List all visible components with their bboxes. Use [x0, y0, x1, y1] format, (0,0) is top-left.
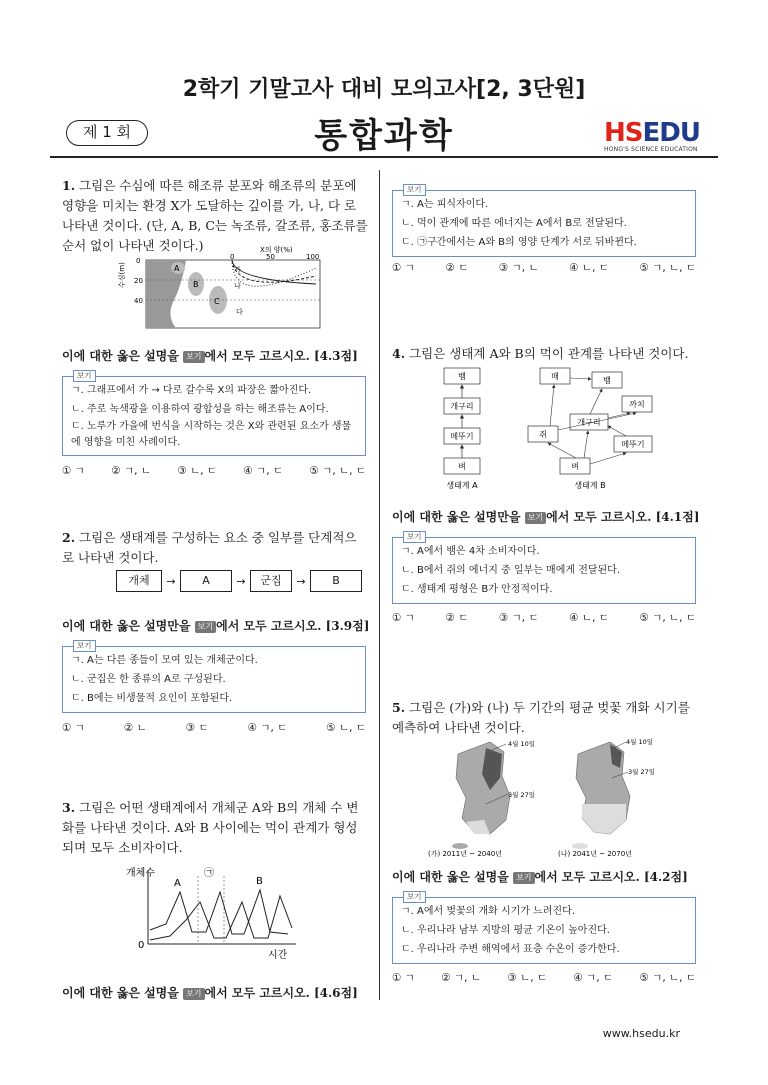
- q5-text: 5. 그림은 (가)와 (나) 두 기간의 평균 벚꽃 개화 시기를 예측하여 나타낸 것이다.: [392, 700, 690, 735]
- q3-figure: [120, 862, 300, 962]
- exam-title: 2학기 기말고사 대비 모의고사[2, 3단원]: [182, 77, 586, 102]
- question-3: [62, 798, 368, 858]
- q1-x-tick-2: 100: [306, 253, 320, 261]
- q3-ask: 이에 대한 옳은 설명을 보기 에서 모두 고르시오. [4.6점]: [62, 986, 358, 1000]
- q1-choice-4[interactable]: ④ ㄱ, ㄷ: [243, 465, 284, 477]
- question-4: [392, 344, 702, 364]
- map-b-label-1: 4월 10일: [626, 738, 654, 746]
- q5-bogi-box: 보기 ㄱ. A에서 벚꽃의 개화 시기가 느려진다. ㄴ. 우리나라 남부 지방의 평균 기온이 높아진다. ㄷ. 우리나라 주변 해역에서 표층 수온이 증가한다.: [392, 897, 696, 964]
- q4-figure: [430, 364, 670, 492]
- web-b-label-6: 메뚜기: [621, 440, 645, 449]
- q1-x-tick-1: 50: [266, 253, 275, 261]
- q1-choice-1[interactable]: ① ㄱ: [62, 465, 85, 477]
- q1-y-tick-0: 0: [136, 257, 141, 265]
- q2-bogi-1: ㄱ. A는 다른 종들이 모여 있는 개체군이다.: [71, 655, 258, 666]
- q2-bogi-box: 보기 ㄱ. A는 다른 종들이 모여 있는 개체군이다. ㄴ. 군집은 한 종류의 A로 구성된다. ㄷ. B에는 비생물적 요인이 포함된다.: [62, 646, 366, 713]
- q5-ask: 이에 대한 옳은 설명을 보기 에서 모두 고르시오. [4.2점]: [392, 870, 688, 884]
- arrow-right-icon: →: [296, 574, 306, 588]
- q3-label-b: B: [256, 876, 263, 887]
- q5-choice-4[interactable]: ④ ㄱ, ㄷ: [573, 972, 614, 984]
- q1-y-tick-1: 20: [134, 277, 143, 285]
- question-2: [62, 528, 368, 568]
- logo-edu: EDU: [642, 118, 700, 148]
- q1-x-tick-0: 0: [230, 253, 235, 261]
- q1-bogi-box: 보기 ㄱ. 그래프에서 가 → 다로 갈수록 X의 파장은 짧아진다. ㄴ. 주로 녹색광을 이용하여 광합성을 하는 해조류는 A이다. ㄷ. 노루가 가을에 번식을 시작하는 것은 X와 관련된 요소가 생물에 영향을 미친 사례이다.: [62, 376, 366, 456]
- q3-choice-4[interactable]: ④ ㄴ, ㄷ: [569, 262, 609, 274]
- q3-y-title: 개체수: [126, 868, 155, 879]
- flow-box-4: B: [310, 570, 362, 592]
- q1-label-da: 다: [236, 308, 243, 316]
- q5-choices: [392, 970, 696, 985]
- q2-choice-5[interactable]: ⑤ ㄴ, ㄷ: [326, 722, 366, 734]
- q5-choice-1[interactable]: ① ㄱ: [392, 972, 415, 984]
- q1-text: 1. 그림은 수심에 따른 해조류 분포와 해조류의 분포에 영향을 미치는 환경 X가 도달하는 깊이를 가, 나, 다 로 나타낸 것이다. (단, A, B, C는 녹조류, 갈조류, 홍조류를 순서 없이 나타낸 것이다.): [62, 178, 368, 253]
- flow-box-1: 개체: [116, 570, 162, 592]
- web-b-label-7: 벼: [571, 462, 579, 471]
- q1-x-title: X의 양(%): [260, 246, 293, 254]
- web-b-label-3: 까치: [629, 400, 645, 409]
- caption-b: 생태계 B: [574, 481, 606, 490]
- q3-series-b: [150, 896, 292, 940]
- map-a-label-2: 3월 27일: [508, 791, 536, 799]
- q3-choice-1[interactable]: ① ㄱ: [392, 262, 415, 274]
- subject-title: 통합과학: [314, 116, 454, 156]
- logo-hs: HS: [604, 118, 643, 148]
- q1-choice-5[interactable]: ⑤ ㄱ, ㄴ, ㄷ: [309, 465, 366, 477]
- web-b-label-1: 매: [551, 372, 559, 381]
- q3-label-interval: ㉠: [204, 868, 214, 879]
- q2-choice-1[interactable]: ① ㄱ: [62, 722, 85, 734]
- map-b-jeju: [572, 843, 588, 849]
- q1-choice-2[interactable]: ② ㄱ, ㄴ: [111, 465, 151, 477]
- q4-choice-3[interactable]: ③ ㄱ, ㄷ: [498, 612, 539, 624]
- map-b-caption: (나) 2041년 ~ 2070년: [558, 850, 632, 858]
- q5-choice-3[interactable]: ③ ㄴ, ㄷ: [507, 972, 548, 984]
- q3-choice-3[interactable]: ③ ㄱ, ㄴ: [498, 262, 539, 274]
- q3-x-title: 시간: [268, 950, 288, 961]
- q1-label-c: C: [214, 297, 220, 306]
- q4-choice-4[interactable]: ④ ㄴ, ㄷ: [569, 612, 609, 624]
- chain-a-label-4: 벼: [458, 462, 466, 471]
- hsedu-logo: [604, 120, 704, 153]
- q3-choices: [392, 260, 696, 275]
- q4-choice-5[interactable]: ⑤ ㄱ, ㄴ, ㄷ: [639, 612, 696, 624]
- map-b-label-2: 3월 27일: [628, 768, 656, 776]
- map-b-region-early: [582, 804, 626, 834]
- footer-url[interactable]: www.hsedu.kr: [602, 1027, 680, 1040]
- chain-a-label-3: 메뚜기: [450, 432, 474, 441]
- q4-bogi-3: ㄷ. 생태계 평형은 B가 안정적이다.: [401, 584, 553, 595]
- q2-choice-4[interactable]: ④ ㄱ, ㄷ: [247, 722, 288, 734]
- chain-a-label-2: 개구리: [450, 402, 474, 411]
- q1-choices: [62, 463, 366, 478]
- q3-label-a: A: [174, 878, 181, 889]
- q4-choice-1[interactable]: ① ㄱ: [392, 612, 415, 624]
- q1-y-tick-2: 40: [134, 297, 143, 305]
- q5-bogi-2: ㄴ. 우리나라 남부 지방의 평균 기온이 높아진다.: [401, 925, 610, 936]
- q1-label-ga: 가: [234, 266, 241, 274]
- arrow-right-icon: →: [236, 574, 246, 588]
- q4-bogi-1: ㄱ. A에서 뱀은 4차 소비자이다.: [401, 546, 540, 557]
- flow-box-3: 군집: [250, 570, 292, 592]
- q2-choice-2[interactable]: ② ㄴ: [123, 722, 147, 734]
- q3-bogi-box: 보기 ㄱ. A는 피식자이다. ㄴ. 먹이 관계에 따른 에너지는 A에서 B로 전달된다. ㄷ. ㉠구간에서는 A와 B의 영양 단계가 서로 뒤바뀐다.: [392, 190, 696, 257]
- q2-bogi-3: ㄷ. B에는 비생물적 요인이 포함된다.: [71, 693, 233, 704]
- q1-ask: 이에 대한 옳은 설명을 보기 에서 모두 고르시오. [4.3점]: [62, 349, 358, 363]
- map-a-jeju: [452, 843, 468, 849]
- q3-zero: 0: [138, 940, 145, 951]
- flow-box-2: A: [180, 570, 232, 592]
- q3-bogi-1: ㄱ. A는 피식자이다.: [401, 199, 489, 210]
- q1-label-a: A: [174, 264, 180, 273]
- q1-choice-3[interactable]: ③ ㄴ, ㄷ: [177, 465, 218, 477]
- q1-label-b: B: [193, 280, 199, 289]
- q3-bogi-3: ㄷ. ㉠구간에서는 A와 B의 영양 단계가 서로 뒤바뀐다.: [401, 237, 637, 248]
- q1-figure: [116, 244, 322, 330]
- q2-choices: [62, 720, 366, 735]
- q4-bogi-2: ㄴ. B에서 쥐의 에너지 중 일부는 매에게 전달된다.: [401, 565, 621, 576]
- q1-bogi-1: ㄱ. 그래프에서 가 → 다로 갈수록 X의 파장은 짧아진다.: [71, 385, 312, 396]
- q2-choice-3[interactable]: ③ ㄷ: [185, 722, 209, 734]
- q3-choice-2[interactable]: ② ㄷ: [445, 262, 469, 274]
- q2-flow: [116, 570, 362, 592]
- round-badge: 제 1 회: [66, 120, 148, 146]
- q5-choice-5[interactable]: ⑤ ㄱ, ㄴ, ㄷ: [639, 972, 696, 984]
- web-b-label-5: 쥐: [539, 430, 547, 439]
- q5-bogi-1: ㄱ. A에서 벚꽃의 개화 시기가 느려진다.: [401, 906, 575, 917]
- q1-y-title: 수심(m): [118, 262, 126, 288]
- q1-bogi-3: ㄷ. 노루가 가을에 번식을 시작하는 것은 X와 관련된 요소가 생물에 영향을 미친 사례이다.: [71, 421, 352, 448]
- q3-choice-5[interactable]: ⑤ ㄱ, ㄴ, ㄷ: [639, 262, 696, 274]
- web-b-label-2: 뱀: [603, 376, 611, 385]
- q5-choice-2[interactable]: ② ㄱ, ㄴ: [441, 972, 481, 984]
- chain-a-label-1: 뱀: [458, 372, 466, 381]
- q4-ask: 이에 대한 옳은 설명만을 보기 에서 모두 고르시오. [4.1점]: [392, 510, 700, 524]
- q2-bogi-2: ㄴ. 군집은 한 종류의 A로 구성된다.: [71, 674, 226, 685]
- map-a-label-1: 4월 10일: [508, 740, 536, 748]
- q2-ask: 이에 대한 옳은 설명만을 보기 에서 모두 고르시오. [3.9점]: [62, 619, 370, 633]
- arrow-right-icon: →: [166, 574, 176, 588]
- q4-bogi-box: 보기 ㄱ. A에서 뱀은 4차 소비자이다. ㄴ. B에서 쥐의 에너지 중 일부는 매에게 전달된다. ㄷ. 생태계 평형은 B가 안정적이다.: [392, 537, 696, 604]
- q4-choice-2[interactable]: ② ㄷ: [445, 612, 469, 624]
- q3-series-a: [150, 890, 288, 934]
- header-rule: [50, 156, 718, 158]
- web-b-label-4: 개구리: [577, 418, 601, 427]
- q4-choices: [392, 610, 696, 625]
- q5-bogi-3: ㄷ. 우리나라 주변 해역에서 표층 수온이 증가한다.: [401, 944, 620, 955]
- q3-text: 3. 그림은 어떤 생태계에서 개체군 A와 B의 개체 수 변화를 나타낸 것이다. A와 B 사이에는 먹이 관계가 형성되며 모두 소비자이다.: [62, 800, 359, 855]
- map-a-caption: (가) 2011년 ~ 2040년: [428, 850, 502, 858]
- q3-bogi-2: ㄴ. 먹이 관계에 따른 에너지는 A에서 B로 전달된다.: [401, 218, 627, 229]
- q4-text: 4. 그림은 생태계 A와 B의 먹이 관계를 나타낸 것이다.: [392, 346, 689, 361]
- caption-a: 생태계 A: [446, 481, 478, 490]
- q2-text: 2. 그림은 생태계를 구성하는 요소 중 일부를 단계적으로 나타낸 것이다.: [62, 530, 357, 565]
- q5-figure: [420, 734, 690, 862]
- q1-bogi-2: ㄴ. 주로 녹색광을 이용하여 광합성을 하는 해조류는 A이다.: [71, 404, 329, 415]
- column-divider: [379, 170, 380, 1000]
- logo-subtitle: HONG'S SCIENCE EDUCATION: [604, 146, 698, 153]
- q1-label-na: 나: [234, 282, 241, 290]
- question-5: [392, 698, 702, 738]
